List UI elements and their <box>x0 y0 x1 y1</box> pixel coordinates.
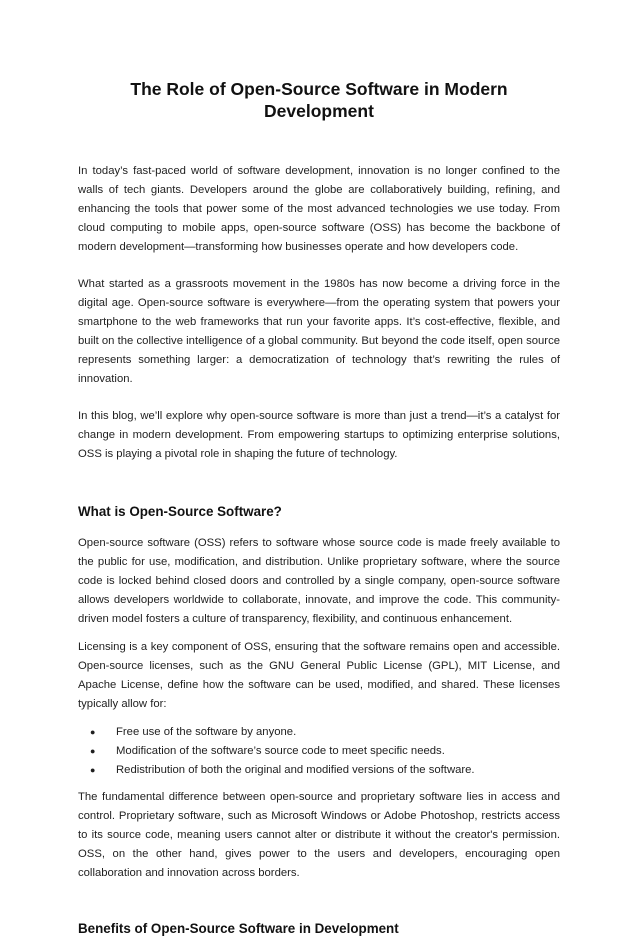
section-benefits <box>78 919 560 939</box>
section-paragraph-2: Licensing is a key component of OSS, ensuring that the software remains open and accessible. Open-source licenses, such as the GNU General Public License (GPL), MIT License, and Apache License, define how the software can be used, modified, and shared. These licenses typically allow for: <box>78 641 560 710</box>
intro-paragraph-3: In this blog, we’ll explore why open-source software is more than just a trend—it’s a catalyst for change in modern development. From empowering startups to optimizing enterprise solutions, OSS is playing a pivotal role in shaping the future of technology. <box>78 410 560 460</box>
intro-paragraph-1: In today’s fast-paced world of software development, innovation is no longer confined to the walls of tech giants. Developers around the globe are collaboratively building, refining, and enhancing the tools that power some of the most advanced technologies we use today. From cloud computing to mobile apps, open-source software (OSS) has become the backbone of modern development—transforming how businesses operate and how developers code. <box>78 165 560 253</box>
bullet-icon: ● <box>90 765 96 775</box>
section-what-is-oss <box>78 502 560 883</box>
document-title: The Role of Open-Source Software in Modern Development <box>130 79 508 121</box>
intro-paragraph-2: What started as a grassroots movement in the 1980s has now become a driving force in the digital age. Open-source software is everywhere—from the operating system that powers your smartphone to the web frameworks that run your favorite apps. It’s cost-effective, flexible, and built on the collective intelligence of a global community. But beyond the code itself, open source represents something larger: a democratization of technology that’s rewriting the rules of innovation. <box>78 278 560 385</box>
section-heading: Benefits of Open-Source Software in Development <box>78 921 399 936</box>
bullet-icon: ● <box>90 727 96 737</box>
section-paragraph-3: The fundamental difference between open-source and proprietary software lies in access and control. Proprietary software, such as Microsoft Windows or Adobe Photoshop, restricts access to its source code, meaning users cannot alter or distribute it without the creator's permission. OSS, on the other hand, gives power to the users and developers, encouraging open collaboration and innovation across borders. <box>78 791 560 879</box>
list-item <box>90 761 560 780</box>
license-permissions-list <box>78 723 560 780</box>
section-paragraph-1: Open-source software (OSS) refers to software whose source code is made freely available to the public for use, modification, and distribution. Unlike proprietary software, where the source code is locked behind closed doors and controlled by a single company, open-source software allows developers worldwide to collaborate, innovate, and improve the code. This community-driven model fosters a culture of transparency, flexibility, and continuous enhancement. <box>78 537 560 625</box>
bullet-icon: ● <box>90 746 96 756</box>
list-item <box>90 742 560 761</box>
list-item-text: Free use of the software by anyone. <box>116 726 297 738</box>
list-item-text: Redistribution of both the original and modified versions of the software. <box>116 764 475 776</box>
section-heading: What is Open-Source Software? <box>78 504 282 519</box>
list-item <box>90 723 560 742</box>
list-item-text: Modification of the software’s source code to meet specific needs. <box>116 745 445 757</box>
